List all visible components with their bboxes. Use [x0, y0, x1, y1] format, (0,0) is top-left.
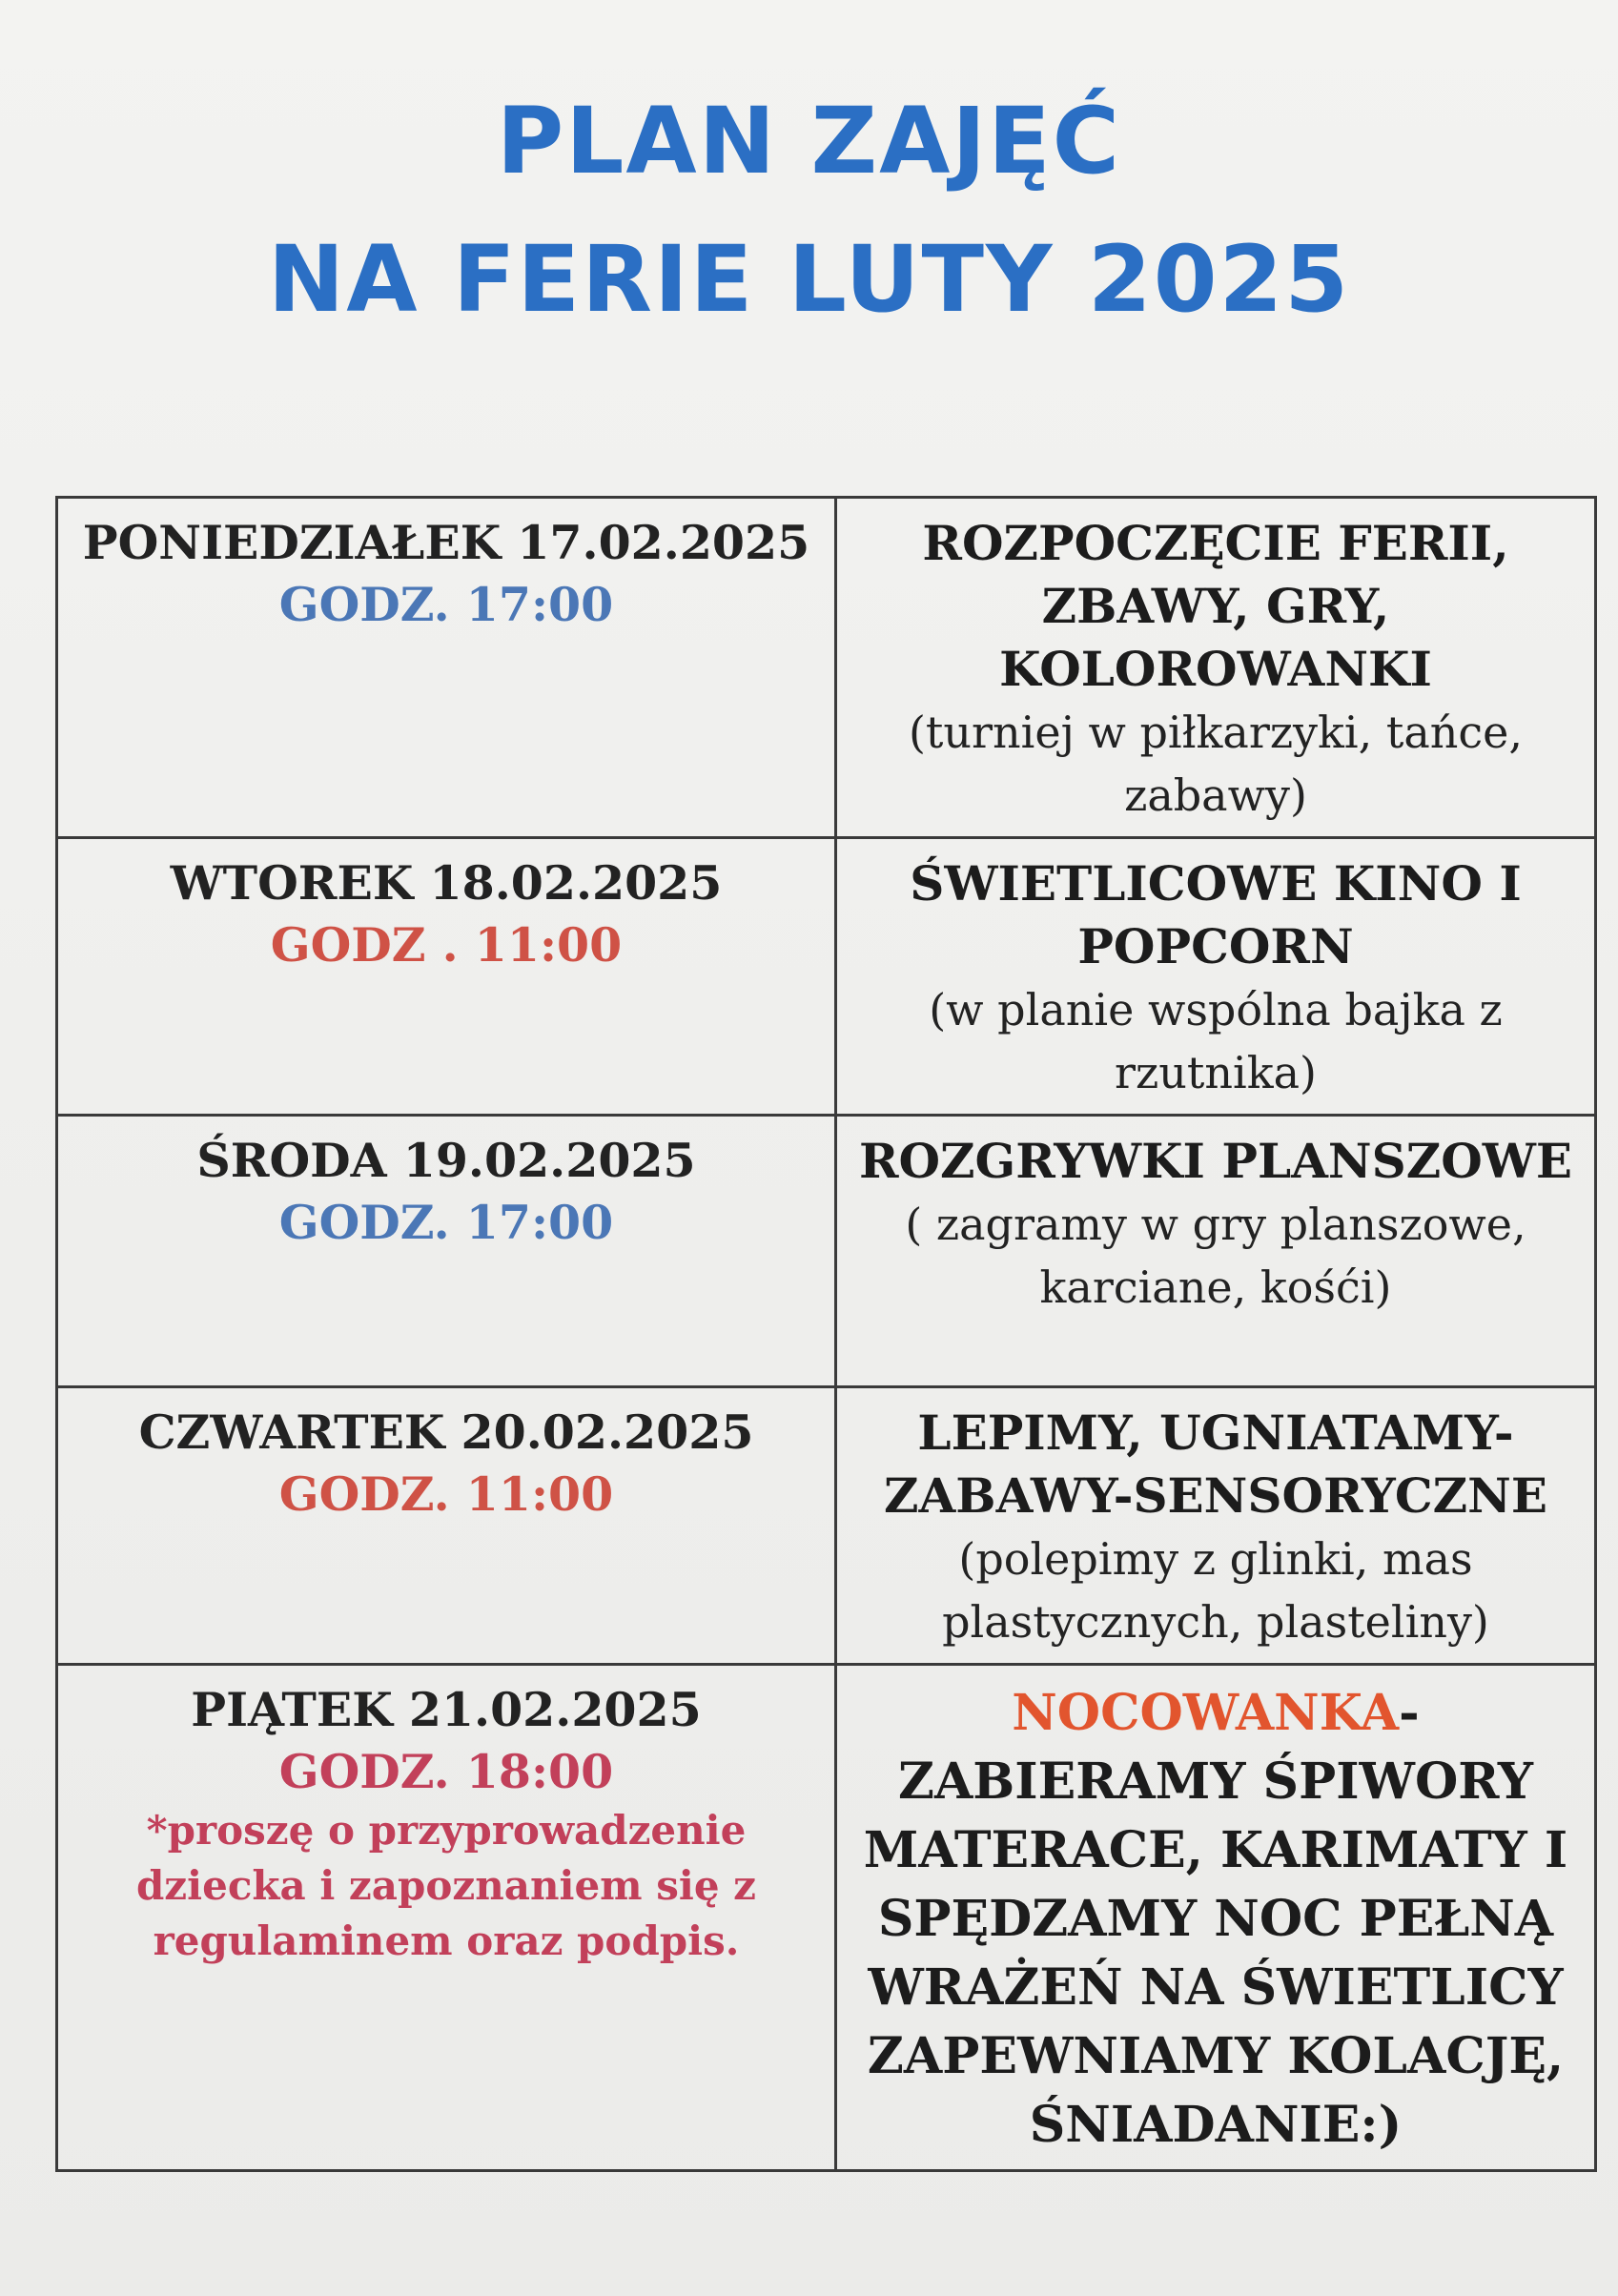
activity-title: LEPIMY, UGNIATAMY-ZABAWY-SENSORYCZNE	[884, 1404, 1547, 1524]
day-label: CZWARTEK 20.02.2025	[138, 1404, 754, 1460]
schedule-table	[55, 496, 1597, 2172]
day-label: WTOREK 18.02.2025	[170, 855, 723, 911]
day-cell	[57, 1387, 836, 1665]
activity-cell	[836, 1665, 1596, 2171]
table-row	[57, 838, 1596, 1116]
activity-title	[849, 1679, 1583, 2160]
activity-cell	[836, 1387, 1596, 1665]
table-row	[57, 1387, 1596, 1665]
page-title-line-1: PLAN ZAJĘĆ	[496, 88, 1122, 195]
activity-title: ROZPOCZĘCIE FERII, ZBAWY, GRY, KOLOROWANKI	[922, 515, 1509, 697]
table-row	[57, 498, 1596, 838]
activity-title-rest: -ZABIERAMY ŚPIWORY MATERACE, KARIMATY I SPĘDZAMY NOC PEŁNĄ WRAŻEŃ NA ŚWIETLICY ZAPEWNIAMY KOLACJĘ, ŚNIADANIE:)	[863, 1684, 1568, 2154]
day-cell	[57, 1116, 836, 1387]
day-cell	[57, 1665, 836, 2171]
page-title-line-2: NA FERIE LUTY 2025	[267, 226, 1351, 333]
day-cell	[57, 838, 836, 1116]
time-label: GODZ. 18:00	[278, 1744, 614, 1799]
activity-title: ROZGRYWKI PLANSZOWE	[858, 1133, 1573, 1189]
time-label: GODZ . 11:00	[270, 917, 623, 973]
table-row	[57, 1116, 1596, 1387]
day-cell	[57, 498, 836, 838]
activity-description: (polepimy z glinki, mas plastycznych, plasteliny)	[942, 1533, 1489, 1648]
note-text: *proszę o przyprowadzenie dziecka i zapoznaniem się z regulaminem oraz podpis.	[135, 1807, 757, 1964]
day-label: PIĄTEK 21.02.2025	[191, 1682, 702, 1737]
time-label: GODZ. 17:00	[278, 1195, 614, 1250]
activity-cell	[836, 498, 1596, 838]
activity-description: (w planie wspólna bajka z rzutnika)	[929, 984, 1503, 1098]
activity-cell	[836, 1116, 1596, 1387]
time-label: GODZ. 17:00	[278, 577, 614, 632]
activity-title: ŚWIETLICOWE KINO I POPCORN	[910, 855, 1522, 974]
activity-description: ( zagramy w gry planszowe, karciane, kośći)	[905, 1199, 1526, 1313]
table-row	[57, 1665, 1596, 2171]
day-label: ŚRODA 19.02.2025	[196, 1133, 696, 1188]
day-label: PONIEDZIAŁEK 17.02.2025	[82, 515, 810, 570]
activity-accent: NOCOWANKA	[1012, 1684, 1400, 1742]
time-label: GODZ. 11:00	[278, 1466, 614, 1522]
activity-cell	[836, 838, 1596, 1116]
activity-description: (turniej w piłkarzyki, tańce, zabawy)	[908, 707, 1524, 821]
